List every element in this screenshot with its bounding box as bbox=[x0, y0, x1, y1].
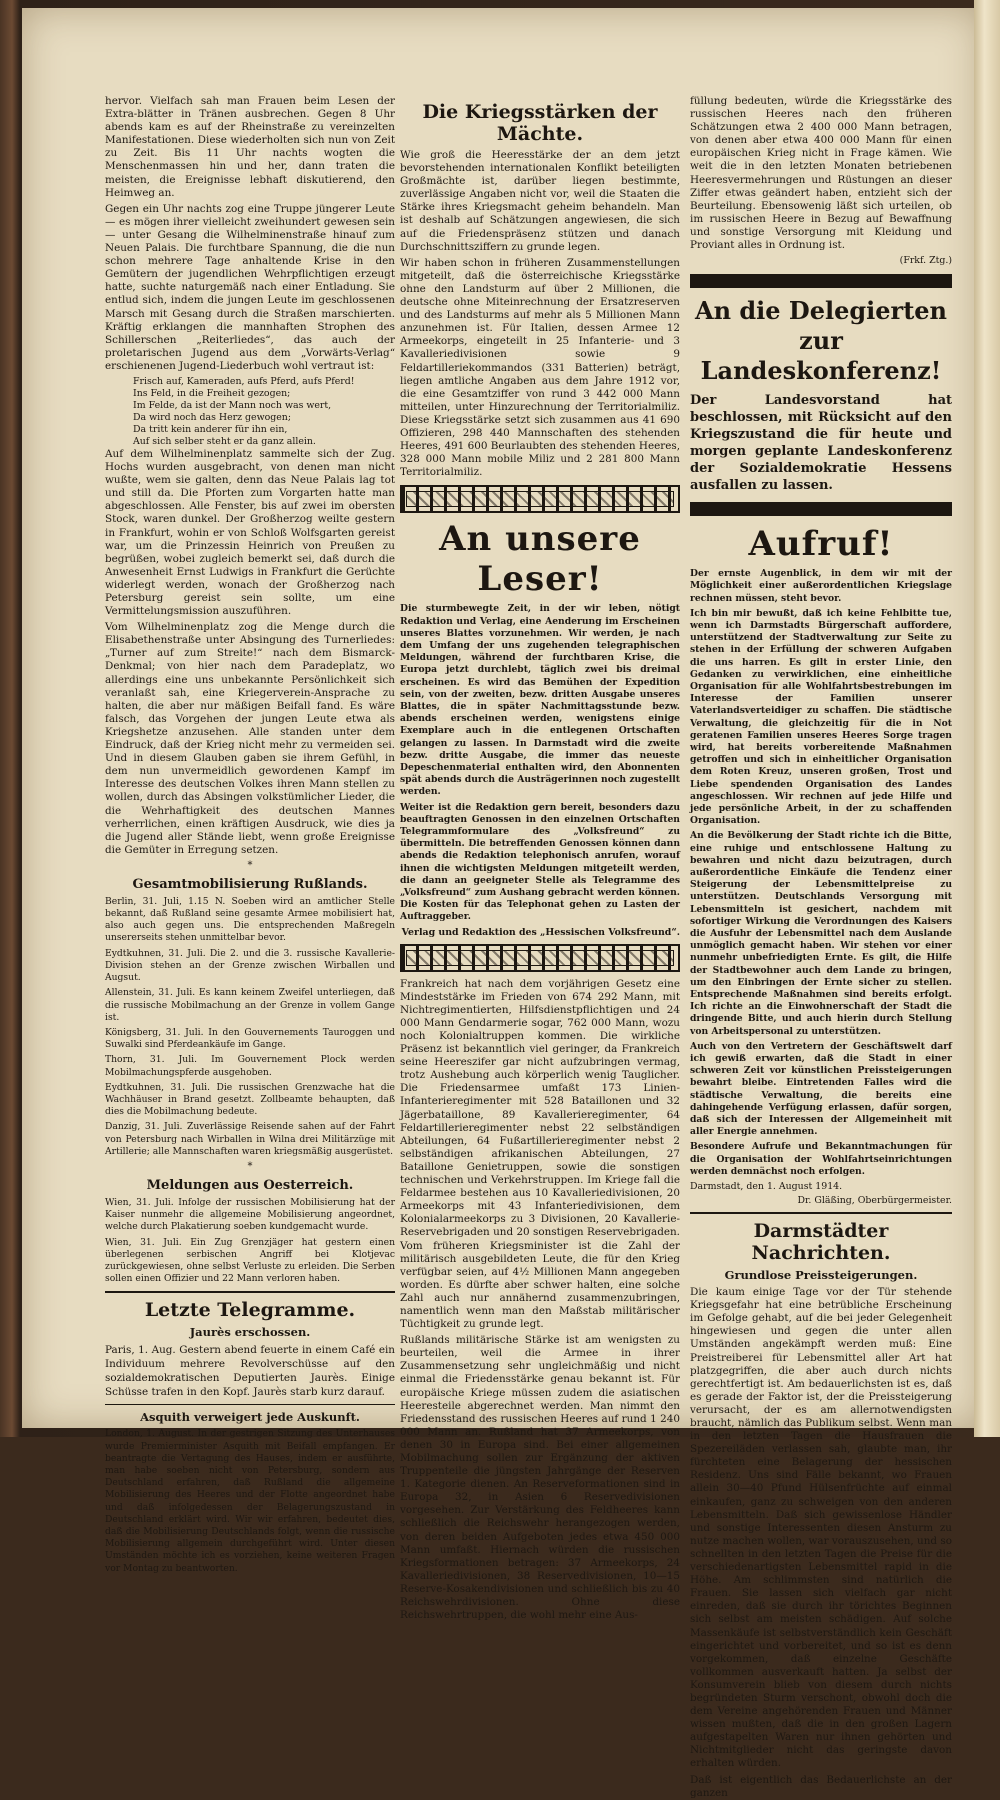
appeal-signature: Dr. Gläßing, Oberbürgermeister. bbox=[797, 1195, 952, 1207]
heading-darmstadt-news: Darmstädter Nachrichten. bbox=[751, 1220, 891, 1265]
ornament-border bbox=[400, 944, 680, 972]
paragraph-prices-end: Daß ist eigentlich das Bedauerlichste an der ganzen bbox=[690, 1773, 952, 1799]
paragraph-russia-strength: Rußlands militärische Stärke ist am wenigsten zu beurteilen, weil die Armee in ihrer Zusammensetzung sehr ungleichmäßig und nicht einmal die Friedensstärke genau bekannt ist. Für europäische Kriege müssen zudem die asiatischen Heeresteile abgerechnet werden. Man nimmt den Friedensstand des russischen Heeres auf rund 1 240 000 Mann an. Rußland hat 37 Armeekorps, von denen 30 in Europa sind. Bei einer allgemeinen Mobilmachung sollen zur Ergänzung der aktiven Truppenteile die jüngsten Jahrgänge der Reserven 1. Kategorie dienen. An Reserveformationen sind in Europa 32, in Asien 6 Reservedivisionen vorgesehen. Zur Verstärkung des Feldheeres kann schließlich die Reichswehr herangezogen werden, von deren beiden Aufgeboten jedes etwa 450 000 Mann umfaßt. Hiernach würden die russischen Kriegsformationen betragen: 37 Armeekorps, 24 Kavalleriedivisionen, 38 Reservedivisionen, 10—15 Reserve-Kosakendivisionen und schließlich bis zu 40 Reichswehrdivisionen. Ohne diese Reichswehrtruppen, die wohl mehr eine Aus- bbox=[400, 1334, 680, 1622]
heading-delegates: An die Delegierten zur Landeskonferenz! bbox=[694, 296, 948, 386]
appeal-paragraph: Der ernste Augenblick, in dem wir mit der Möglichkeit einer außerordentlichen Kriegslage rechnen müssen, steht bevor. bbox=[690, 568, 952, 604]
verse-line: Frisch auf, Kameraden, aufs Pferd, aufs Pferd! bbox=[133, 375, 355, 387]
heading-war-strength: Die Kriegsstärken der Mächte. bbox=[422, 101, 658, 145]
separator-star: * bbox=[247, 859, 253, 871]
telegram-item: Danzig, 31. Juli. Zuverlässige Reisende sahen auf der Fahrt von Petersburg nach Wirballen in Wilna drei Militärzüge mit Artillerie; alle Mannschaften waren kriegsmäßig ausgerüstet. bbox=[105, 1121, 395, 1157]
paragraph-strength-intro: Wie groß die Heeresstärke der an dem jetzt bevorstehenden internationalen Konflikt beteiligten Großmächte ist, darüber liegen bestimmte, zuverlässige Angaben nicht vor, weil die Staaten die Stärke ihres Kriegsmacht geheim behandeln. Man ist deshalb auf Schätzungen angewiesen, die sich auf die Friedenspräsenz stützen und danach Durchschnittsziffern zu grunde legen. bbox=[400, 149, 680, 253]
telegram-item: Eydtkuhnen, 31. Juli. Die 2. und die 3. russische Kavallerie-Division stehen an der Grenze zwischen Wirballen und Augsut. bbox=[105, 947, 395, 984]
heading-russia-mobilization: Gesamtmobilisierung Rußlands. bbox=[132, 876, 368, 892]
paragraph-asquith: London, 1. August. In der gestrigen Sitzung des Unterhauses wurde Premierminister Asquith mit Beifall empfangen. Er beantragte die Vertagung des Hauses, indem er ausführte, man habe soeben nicht von Petersburg, sondern aus Deutschland erfahren, daß Rußland die allgemeine Mobilisierung des Heeres und der Flotte angeordnet habe und daß infolgedessen der Belagerungszustand in Deutschland erklärt wird. Wir wir erfahren, bedeutet dies, daß die Mobilisierung Deutschlands folgt, wenn die russische Mobilisierung allgemein durchgeführt wird. Unter diesen Umständen möchte ich es vorziehen, keine weiteren Fragen vor Montag zu beantworten. bbox=[105, 1428, 395, 1574]
telegram-item: Thorn, 31. Juli. Im Gouvernement Plock werden Mobilmachungspferde ausgehoben. bbox=[105, 1054, 395, 1078]
verse-line: Da wird noch das Herz gewogen; bbox=[133, 411, 291, 423]
column-right bbox=[690, 95, 952, 1799]
telegram-item: Eydtkuhnen, 31. Juli. Die russischen Grenzwache hat die Wachhäuser in Brand gesetzt. Zollbeamte behaupten, daß dies die Mobilmachung bedeute. bbox=[105, 1081, 395, 1118]
heading-jaures: Jaurès erschossen. bbox=[189, 1325, 311, 1340]
paragraph-jaures: Paris, 1. Aug. Gestern abend feuerte in einem Café ein Individuum mehrere Revolverschüsse auf den sozialdemokratischen Deputierten Jaurès. Einige Schüsse trafen in den Kopf. Jaurès starb kurz darauf. bbox=[105, 1344, 395, 1399]
telegram-item: Wien, 31. Juli. Ein Zug Grenzjäger hat gestern einen überlegenen serbischen Angriff bei Klotjevac zurückgewiesen, ohne selbst Verluste zu erleiden. Die Serben sollen einen Offizier und 22 Mann verloren haben. bbox=[105, 1236, 395, 1285]
telegram-item: Berlin, 31. Juli, 1.15 N. Soeben wird an amtlicher Stelle bekannt, daß Rußland seine gesamte Armee mobilisiert hat, also auch gegen uns. Die entsprechenden Maßregeln unsererseits stehen unmittelbar bevor. bbox=[105, 895, 395, 944]
paragraph-continuation: füllung bedeuten, würde die Kriegsstärke des russischen Heeres nach den früheren Schätzungen etwa 2 400 000 Mann betragen, von denen aber etwa 400 000 Mann für einen europäischen Krieg nicht in Frage kämen. Wie weit die in den letzten Monaten betriebenen Heeresvermehrungen und Rüstungen an dieser Ziffer etwas geändert haben, entzieht sich der Beurteilung. Ebensowenig läßt sich urteilen, ob im russischen Heere in Bezug auf Bewaffnung und sonstige Versorgung mit Kleidung und Proviant alles in Ordnung ist. bbox=[690, 95, 952, 252]
paragraph-denkmal: Vom Wilhelminenplatz zog die Menge durch die Elisabethenstraße unter Absingung des Turnerliedes: „Turner auf zum Streite!“ nach dem Bismarck-Denkmal; von hier nach dem Paradeplatz, wo allerdings eine uns unbekannte Persönlichkeit sich veranlaßt sah, eine Kriegerverein-Ansprache zu halten, die aber nur mäßigen Beifall fand. Es wäre falsch, das Vorgehen der jungen Leute etwa als Kriegshetze anzusehen. Alle standen unter dem Eindruck, daß der Krieg nicht mehr zu vermeiden sei. Und in diesem Glauben gaben sie ihrem Gefühl, in dem nun unvermeidlich gewordenen Kampf im Interesse des deutschen Volkes ihren Mann stellen zu wollen, durch das Absingen volkstümlicher Lieder, die die Wehrhaftigkeit des deutschen Mannes verherrlichen, einen kräftigen Ausdruck, wie dies ja die Jugend aller Stände liebt, wenn große Ereignisse die Gemüter in Erregung setzen. bbox=[105, 621, 395, 856]
heading-appeal: Aufruf! bbox=[748, 524, 894, 565]
paragraph-readers-1: Die sturmbewegte Zeit, in der wir leben, nötigt Redaktion und Verlag, eine Aenderung im Erscheinen unseres Blattes vorzunehmen. Wir werden, je nach dem Umfang der uns zugehenden telegraphischen Meldungen, während der furchtbaren Krise, die Europa jetzt durchlebt, täglich zwei bis dreimal erscheinen. Es wird das Bemühen der Expedition sein, von der zweiten, bezw. dritten Ausgabe unseres Blattes, die in später Nachmittagsstunde bezw. abends erscheinen werden, wenigstens einige Exemplare auch in die entlegenen Ortschaften gelangen zu lassen. In Darmstadt wird die zweite bezw. dritte Ausgabe, die immer das neueste Depeschenmaterial enthalten wird, den Abonnenten spät abends durch die Austrägerinnen noch zugestellt werden. bbox=[400, 603, 680, 798]
verse-line: Im Felde, da ist der Mann noch was wert, bbox=[133, 399, 332, 411]
heading-to-readers: An unsere Leser! bbox=[439, 519, 641, 600]
readers-signature: Verlag und Redaktion des „Hessischen Volksfreund“. bbox=[401, 926, 680, 938]
paragraph-intro: hervor. Vielfach sah man Frauen beim Lesen der Extra-blätter in Tränen ausbrechen. Gegen 8 Uhr abends kam es auf der Rheinstraße zu vereinzelten Manifestationen. Diese wiederholten sich nun von Zeit zu Zeit. Bis 11 Uhr nachts wogten die Menschenmassen hin und her, dann traten die meisten, die Ereignisse lebhaft diskutierend, den Heimweg an. bbox=[105, 95, 395, 199]
verse-line: Ins Feld, in die Freiheit gezogen; bbox=[133, 387, 291, 399]
divider bbox=[690, 1212, 952, 1214]
heading-austria: Meldungen aus Oesterreich. bbox=[146, 1177, 354, 1193]
paragraph-march: Gegen ein Uhr nachts zog eine Truppe jüngerer Leute — es mögen ihrer vielleicht zweihundert gewesen sein — unter Gesang die Wilhelminenstraße hinauf zum Neuen Palais. Die furchtbare Spannung, die die nun schon mehrere Tage anhaltende Krise in den Gemütern der jugendlichen Wehrpflichtigen erzeugt hatte, suchte naturgemäß nach einer Entladung. Sie entlud sich, indem die jungen Leute im geschlossenen Marsch mit Gesang durch die Straßen marschierten. Kräftig erklangen die mannhaften Strophen des Schillerschen „Reiterliedes“, das auch der proletarischen Jugend aus dem „Vorwärts-Verlag“ erschienenen Jugend-Liederbuch wohl vertraut ist: bbox=[105, 202, 395, 372]
verse-line: Da tritt kein anderer für ihn ein, bbox=[133, 423, 288, 435]
paragraph-prices: Die kaum einige Tage vor der Tür stehende Kriegsgefahr hat eine betrübliche Erscheinung im Gefolge gehabt, auf die bei jeder Gelegenheit hingewiesen und gegen die unter allen Umständen angekämpft werden muß: Eine Preistreiberei für Lebensmittel aller Art hat platzgegriffen, die aber auch durch nichts gerechtfertigt ist. Am bedauerlichsten ist es, daß es gerade der Faktor ist, der die Preissteigerung verursacht, der es am allernotwendigsten braucht, nämlich das Publikum selbst. Wenn man in den letzten Tagen die Hausfrauen die Spezereiläden verlassen sah, glaubte man, ihr fürchteten eine Belagerung der hessischen Residenz. Uns sind Fälle bekannt, wo Frauen allein 30—40 Pfund Hülsenfrüchte auf einmal einkaufen, ganz zu schweigen von den anderen Lebensmitteln. Daß sich gewissenlose Händler und sonstige Interessenten diesen Ansturm zu nutze machen wollen, war vorauszusehen, und so schnellten in den letzten Tagen die Preise für die verschiedenartigsten Lebensmittel rapid in die Höhe. Am schlimmsten sind natürlich die Frauen. Sie lassen sich vielfach gar nicht einreden, daß sie durch ihr törichtes Beginnen sich selbst am meisten schädigen. Auf solche Massenkäufe ist selbstverständlich kein Geschäft eingerichtet und vorbereitet, und so ist es denn vorgekommen, daß einzelne Geschäfte vollkommen ausverkauft hatten. Ja selbst der Konsumverein blieb von diesem durch nichts begründeten Sturm verschont, obwohl doch die dem Vereine angehörenden Frauen und Männer wissen mußten, daß die in den großen Lagern aufgestapelten Waren nur ihnen gehörten und Nichtmitglieder nicht das geringste davon erhalten würden. bbox=[690, 1286, 952, 1770]
heading-price-increases: Grundlose Preissteigerungen. bbox=[724, 1268, 918, 1283]
column-middle bbox=[400, 95, 680, 1622]
ornament-border bbox=[400, 485, 680, 513]
divider bbox=[105, 1404, 395, 1405]
divider bbox=[105, 1291, 395, 1293]
heading-asquith: Asquith verweigert jede Auskunft. bbox=[140, 1410, 360, 1425]
appeal-paragraph: Besondere Aufrufe und Bekanntmachungen für die Organisation der Wohlfahrtseinrichtungen werden demnächst noch erfolgen. bbox=[690, 1141, 952, 1177]
appeal-paragraph: Ich bin mir bewußt, daß ich keine Fehlbitte tue, wenn ich Darmstadts Bürgerschaft auffordere, unterstützend der Stadtverwaltung zur Seite zu stehen in der Erfüllung der schweren Aufgaben die uns harren. Es gilt in erster Linie, den Gedanken zu verwirklichen, eine einheitliche Organisation für alle Wohlfahrtsbestrebungen im Interesse der Familien unserer Vaterlandsverteidiger zu schaffen. Die städtische Verwaltung, die gleichzeitig für die in Not geratenen Familien unseres Heeres Sorge tragen wird, hat bereits vorbereitende Maßnahmen getroffen und sich in einheitlicher Organisation dem Roten Kreuz, unseren großen, Trost und Liebe spendenden Organisation des Landes angeschlossen. Wir rechnen auf jede Hilfe und jede persönliche Arbeit, in der zu schaffenden Organisation. bbox=[690, 607, 952, 827]
source-credit: (Frkf. Ztg.) bbox=[899, 255, 952, 267]
paragraph-strength-details: Wir haben schon in früheren Zusammenstellungen mitgeteilt, daß die österreichische Kriegsstärke ohne den Landsturm auf über 2 Millionen, die deutsche ohne Miteinrechnung der Ersatzreserven und des Landsturms auf mehr als 5 Millionen Mann anzunehmen ist. Für Italien, dessen Armee 12 Armeekorps, eingeteilt in 25 Infanterie- und 3 Kavalleriedivisionen sowie 9 Feldartilleriekommandos (331 Batterien) beträgt, liegen amtliche Angaben aus dem Jahre 1912 vor, die eine Gesamtziffer von rund 3 442 000 Mann mitteilen, unter Hinzurechnung der Territorialmiliz. Diese Kriegsstärke setzt sich zusammen aus 41 690 Offizieren, 298 440 Mannschaften des stehenden Heeres, 491 600 Beurlaubten des stehenden Heeres, 328 000 Mann mobile Miliz und 2 281 800 Mann Territorialmiliz. bbox=[400, 256, 680, 479]
page-edge bbox=[974, 0, 1000, 1437]
verse-line: Auf sich selber steht er da ganz allein. bbox=[133, 435, 316, 447]
paragraph-delegates: Der Landesvorstand hat beschlossen, mit Rücksicht auf den Kriegszustand die für heute und morgen geplante Landeskonferenz der Sozialdemokratie Hessens ausfallen zu lassen. bbox=[690, 393, 952, 494]
telegram-item: Wien, 31. Juli. Infolge der russischen Mobilisierung hat der Kaiser nunmehr die allgemeine Mobilisierung angeordnet, welche durch Plakatierung soeben kundgemacht wurde. bbox=[105, 1196, 395, 1233]
black-rule bbox=[690, 502, 952, 516]
paragraph-france: Frankreich hat nach dem vorjährigen Gesetz eine Mindeststärke im Frieden von 674 292 Mann, mit Nichtregimentierten, Hilfsdienstpflichtigen und 24 000 Mann Gendarmerie sogar, 762 000 Mann, wozu noch Kolonialtruppen kommen. Die wirkliche Präsenz ist bekanntlich viel geringer, da Frankreich seine Heereszifer gar nicht aufzubringen vermag, trotz Aushebung auch körperlich wenig Tauglicher. Die Friedensarmee umfaßt 173 Linien-Infanterieregimenter mit 528 Bataillonen und 32 Jägerbataillone, 89 Kavallerieregimenter, 64 Feldartillerieregimenter nebst 22 selbständigen Abteilungen, 64 Fußartillerieregimenter nebst 2 selbständigen afrikanischen Abteilungen, 27 Bataillone Genietruppen, sowie die sonstigen technischen und Verkehrstruppen. Im Kriege fall die Feldarmee bestehen aus 10 Kavalleriedivisionen, 20 Armeekorps mit 43 Infanteriedivisionen, dem Kolonialarmeekorps zu 3 Divisionen, 20 Kavallerie-Reservebrigaden und 20 sonstigen Reservebrigaden. Vom früheren Kriegsminister ist die Zahl der militärisch ausgebildeten Leute, die für den Krieg verfügbar seien, auf 4½ Millionen Mann angegeben worden. Es dürfte aber schwer halten, eine solche Zahl auch nur annähernd zusammenzubringen, namentlich wenn man den Maßstab militärischer Tüchtigkeit zu grunde legt. bbox=[400, 977, 680, 1331]
telegram-item: Königsberg, 31. Juli. In den Gouvernements Tauroggen und Suwalki sind Pferdeankäufe im Gange. bbox=[105, 1026, 395, 1051]
poem-verse bbox=[133, 376, 395, 448]
heading-latest-telegrams: Letzte Telegramme. bbox=[144, 1299, 356, 1322]
black-rule bbox=[690, 274, 952, 288]
appeal-paragraph: Auch von den Vertretern der Geschäftswelt darf ich gewiß erwarten, daß die Stadt in einer schweren Zeit vor künstlichen Preissteigerungen bewahrt bleibe. Eintretenden Falles wird die städtische Verwaltung, die bereits eine dahingehende Verfügung erlassen, dafür sorgen, daß sich der Interessen der Allgemeinheit mit aller Energie annehmen. bbox=[690, 1040, 952, 1138]
appeal-date: Darmstadt, den 1. August 1914. bbox=[690, 1181, 843, 1193]
telegram-item: Allenstein, 31. Juli. Es kann keinem Zweifel unterliegen, daß die russische Mobilmachung an der Grenze in vollem Gange ist. bbox=[105, 987, 395, 1023]
separator-star: * bbox=[247, 1160, 253, 1172]
paragraph-palais: Auf dem Wilhelminenplatz sammelte sich der Zug. Hochs wurden ausgebracht, von denen man nicht wußte, wem sie galten, denn das Neue Palais lag tot und still da. Die Pforten zum Vorgarten hatte man abgeschlossen. Alle Fenster, bis auf zwei im obersten Stock, waren dunkel. Der Großherzog weilte gestern in Frankfurt, wohin er von Schloß Wolfsgarten gereist war, um die Prinzessin Heinrich von Preußen zu begrüßen, wobei zugleich bemerkt sei, daß durch die Anwesenheit Ernst Ludwigs in Frankfurt die Gerüchte widerlegt werden, wonach der Großherzog nach Petersburg gereist sein sollte, um eine Vermittelungsmission auszuführen. bbox=[105, 447, 395, 618]
appeal-paragraph: An die Bevölkerung der Stadt richte ich die Bitte, eine ruhige und entschlossene Haltung zu bewahren und nicht dazu beizutragen, durch außerordentliche Einkäufe die Tendenz einer Steigerung der Lebensmittelpreise zu unterstützen. Deutschlands Versorgung mit Lebensmitteln ist gesichert, nachdem mit sofortiger Wirkung die Verordnungen des Kaisers die Ausfuhr der Lebensmittel nach dem Auslande unmöglich gemacht haben. Wir stehen vor einer nunmehr unbefriedigten Ernte. Es gilt, die Hilfe der Stadtbewohner auch dem Lande zu bringen, um den Einbringen der Ernte sicher zu stellen. Entsprechende Maßnahmen sind bereits erfolgt. Ich richte an die Einwohnerschaft der Stadt die dringende Bitte, und auch hierin durch Stellung von Arbeitspersonal zu unterstützen. bbox=[690, 830, 952, 1037]
column-left bbox=[105, 95, 395, 1574]
paragraph-readers-2: Weiter ist die Redaktion gern bereit, besonders dazu beauftragten Genossen in den einzelnen Ortschaften Telegrammformulare des „Volksfreund“ zu übermitteln. Die betreffenden Genossen können dann abends die Redaktion telephonisch anrufen, worauf ihnen die wichtigsten Meldungen mitgeteilt werden, die dann an geeigneter Stelle als Telegramme des „Volksfreund“ zum Aushang gebracht werden können. Die Kosten für das Telephonat gehen zu Lasten der Auftraggeber. bbox=[400, 801, 680, 923]
